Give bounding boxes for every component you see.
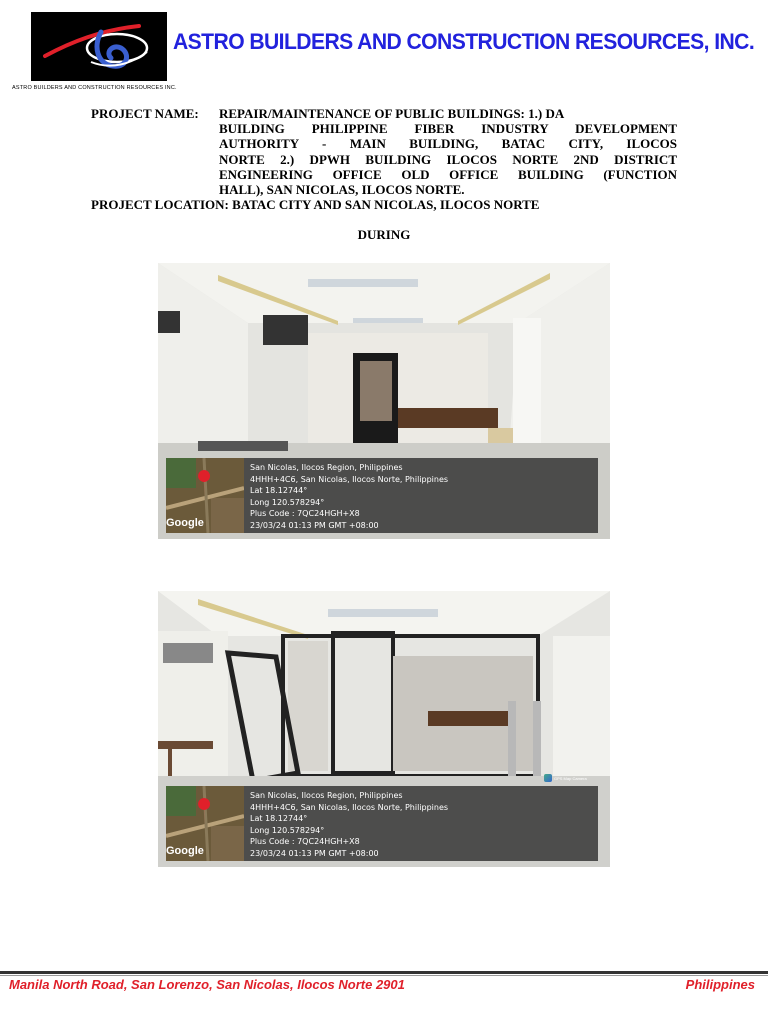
project-name-line: BUILDING PHILIPPINE FIBER INDUSTRY DEVELOPMENT: [219, 121, 677, 137]
company-logo: [31, 12, 167, 81]
project-name-block: [91, 106, 677, 197]
gps-camera-label: GPS Map Camera: [554, 775, 587, 781]
footer-country: Philippines: [685, 977, 755, 992]
geotag-latitude: Lat 18.12744°: [250, 486, 308, 495]
project-name-label: PROJECT NAME:: [91, 106, 199, 121]
geotag-timestamp: 23/03/24 01:13 PM GMT +08:00: [250, 520, 379, 530]
geotag-overlay: [166, 786, 598, 861]
geotag-longitude: Long 120.578294°: [250, 497, 325, 507]
geotag-place: San Nicolas, Ilocos Region, Philippines: [250, 791, 403, 800]
map-thumbnail: [166, 458, 244, 533]
logo-tagline: ASTRO BUILDERS AND CONSTRUCTION RESOURCES INC.: [12, 85, 177, 91]
geotag-text: [250, 790, 448, 859]
project-name-row: [91, 106, 677, 121]
site-photo: [158, 591, 610, 867]
geotag-timestamp: 23/03/24 01:13 PM GMT +08:00: [250, 848, 379, 858]
geotag-address: 4HHH+4C6, San Nicolas, Ilocos Norte, Philippines: [250, 802, 449, 812]
gps-camera-icon: [544, 774, 552, 782]
map-thumbnail: [166, 786, 244, 861]
footer-divider: [0, 975, 768, 976]
geotag-latitude: Lat 18.12744°: [250, 814, 308, 823]
geotag-plus-code: Plus Code : 7QC24HGH+X8: [250, 509, 360, 518]
geotag-place: San Nicolas, Ilocos Region, Philippines: [250, 463, 403, 472]
project-location: PROJECT LOCATION: BATAC CITY AND SAN NICOLAS, ILOCOS NORTE: [91, 197, 540, 212]
gps-camera-badge: [544, 774, 587, 782]
geotag-text: [250, 462, 448, 531]
google-label: Google: [166, 845, 204, 857]
company-name: ASTRO BUILDERS AND CONSTRUCTION RESOURCES, INC.: [173, 29, 755, 54]
google-label: Google: [166, 517, 204, 529]
site-photo: [158, 263, 610, 539]
geotag-address: 4HHH+4C6, San Nicolas, Ilocos Norte, Philippines: [250, 474, 449, 484]
project-name-line: ENGINEERING OFFICE OLD OFFICE BUILDING (FUNCTION: [219, 166, 677, 182]
geotag-longitude: Long 120.578294°: [250, 825, 325, 835]
project-name-line: AUTHORITY - MAIN BUILDING, BATAC CITY, ILOCOS: [219, 136, 677, 152]
project-name-line: NORTE 2.) DPWH BUILDING ILOCOS NORTE 2ND DISTRICT: [219, 151, 677, 167]
geotag-overlay: [166, 458, 598, 533]
footer-divider: [0, 971, 768, 974]
logo-swoosh-icon: [31, 12, 167, 81]
phase-heading: DURING: [357, 227, 411, 242]
footer-address: Manila North Road, San Lorenzo, San Nicolas, Ilocos Norte 2901: [9, 977, 405, 992]
geotag-plus-code: Plus Code : 7QC24HGH+X8: [250, 837, 360, 846]
project-name-line: REPAIR/MAINTENANCE OF PUBLIC BUILDINGS: 1.) DA: [219, 106, 565, 121]
project-name-line: HALL), SAN NICOLAS, ILOCOS NORTE.: [219, 182, 465, 198]
